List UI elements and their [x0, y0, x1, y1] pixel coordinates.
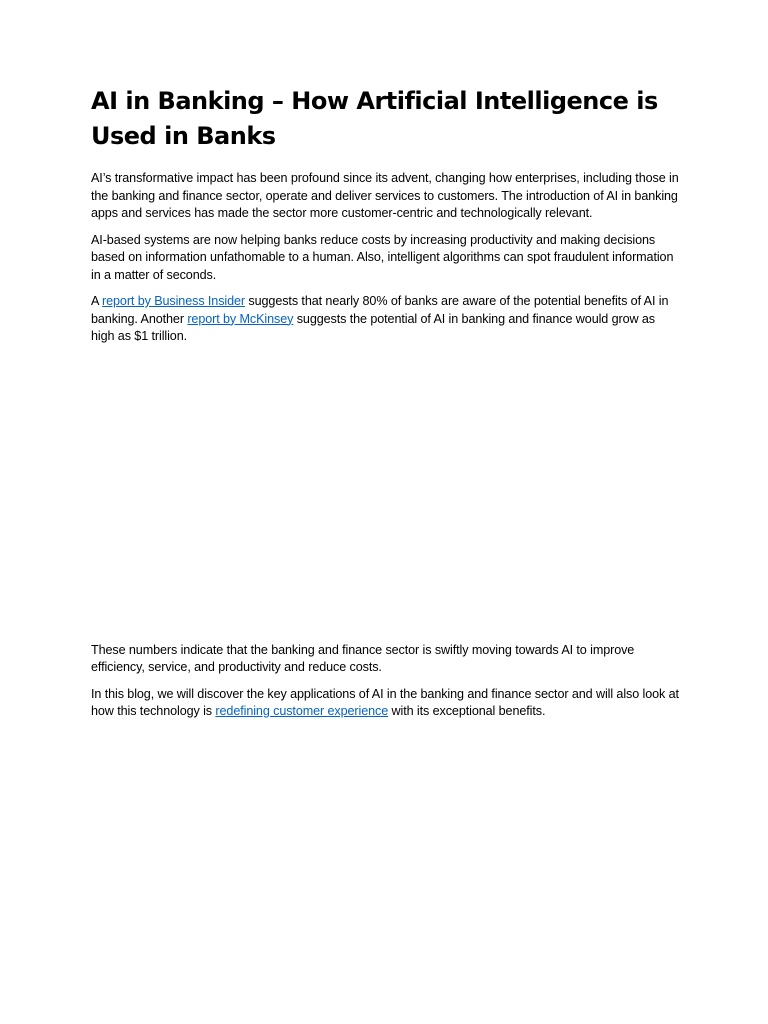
business-insider-report-link[interactable]: report by Business Insider	[102, 294, 246, 308]
mckinsey-report-link[interactable]: report by McKinsey	[187, 311, 294, 326]
paragraph-reports	[91, 293, 681, 346]
blank-space	[91, 355, 681, 642]
text-segment: with its exceptional benefits.	[388, 704, 546, 718]
paragraph-numbers: These numbers indicate that the banking and finance sector is swiftly moving towards AI to improve efficiency, service, and productivity and reduce costs.	[91, 642, 635, 674]
document-page	[91, 84, 681, 730]
text-segment: In this blog, we will discover the key applications of AI in the banking and finance sector and will also look at how this technology is	[91, 686, 679, 718]
paragraph-ai-systems: AI-based systems are now helping banks reduce costs by increasing productivity and making decisions based on information unfathomable to a human. Also, intelligent algorithms can spot fraudulent information in a matter of seconds.	[91, 232, 674, 282]
text-segment: suggests that nearly 80% of banks are aware of the potential benefits of AI in banking. Another	[91, 294, 669, 326]
text-segment: suggests the potential of AI in banking and finance would grow as high as $1 trillion.	[91, 311, 655, 343]
paragraph-blog-intro	[91, 686, 681, 721]
document-title: AI in Banking – How Artificial Intelligence is Used in Banks	[91, 87, 658, 150]
customer-experience-link[interactable]: redefining customer experience	[215, 704, 389, 718]
paragraph-intro: AI’s transformative impact has been profound since its advent, changing how enterprises, including those in the banking and finance sector, operate and deliver services to customers. The introduction of AI in banking apps and services has made the sector more customer-centric and technologically relevant.	[91, 171, 679, 220]
text-segment: A	[91, 294, 103, 308]
